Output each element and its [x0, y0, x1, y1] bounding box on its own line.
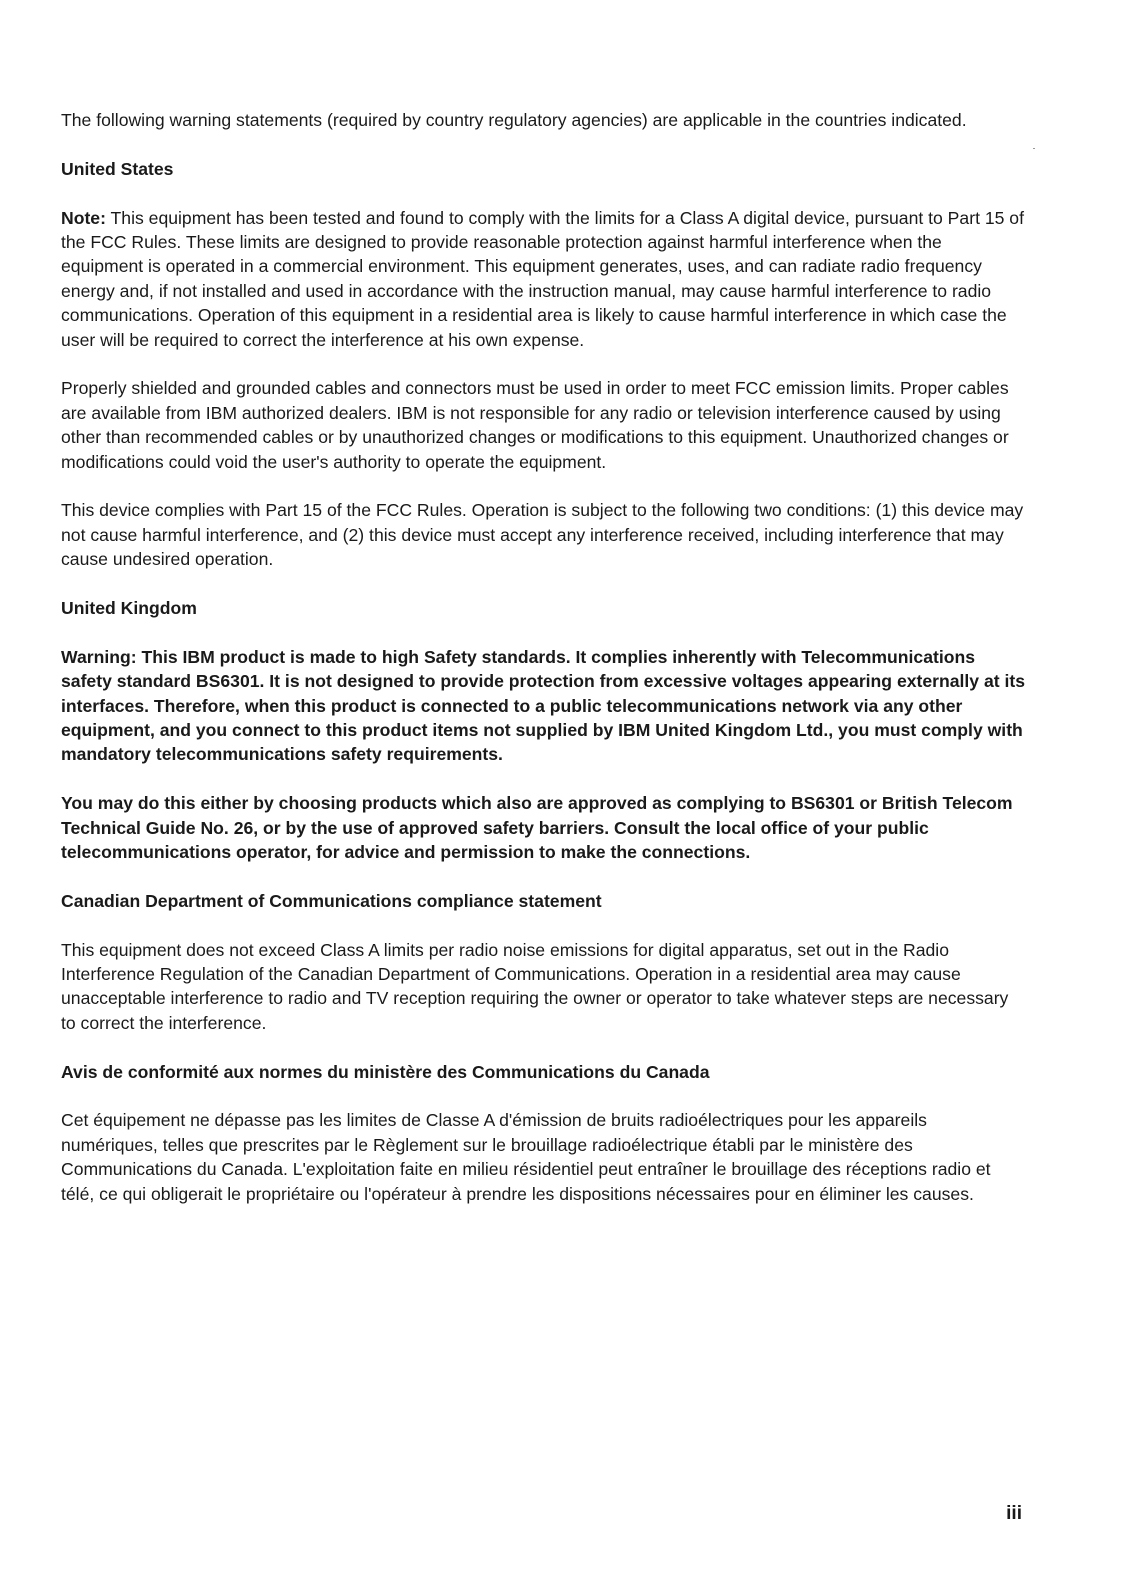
canada-fr-paragraph: Cet équipement ne dépasse pas les limites de Classe A d'émission de bruits radioélectriques pour les appareils numériques, telles que prescrites par le Règlement sur le brouillage radioélectrique établi par le ministère des Communications du Canada. L'exploitation faite en milieu résidentiel peut entraîner le brouillage des réceptions radio et télé, ce qui obligerait le propriétaire ou l'opérateur à prendre les dispositions nécessaires pour en éliminer les causes.: [61, 1110, 991, 1204]
document-body: [61, 108, 1026, 1231]
intro-paragraph: The following warning statements (required by country regulatory agencies) are applicable in the countries indicated.: [61, 110, 967, 130]
uk-heading: United Kingdom: [61, 598, 197, 619]
us-cables-paragraph: Properly shielded and grounded cables and connectors must be used in order to meet FCC emission limits. Proper cables are available from IBM authorized dealers. IBM is not responsible for any radio or television interference caused by using other than recommended cables or by unauthorized changes or modifications to this equipment. Unauthorized changes or modifications could void the user's authority to operate the equipment.: [61, 378, 1009, 472]
us-part15-paragraph: This device complies with Part 15 of the FCC Rules. Operation is subject to the following two conditions: (1) this device may not cause harmful interference, and (2) this device must accept any interference received, including interference that may cause undesired operation.: [61, 500, 1024, 570]
page-number: iii: [1006, 1503, 1022, 1524]
us-note-paragraph: [61, 206, 1026, 352]
us-note-label: Note:: [61, 207, 106, 228]
us-heading: United States: [61, 158, 174, 179]
uk-warning-text: This IBM product is made to high Safety standards. It complies inherently with Telecommunications safety standard BS6301. It is not designed to provide protection from excessive voltages appearing externally at its interfaces. Therefore, when this product is connected to a public telecommunications network via any other equipment, and you connect to this product items not supplied by IBM United Kingdom Ltd., you must comply with mandatory telecommunications safety requirements.: [61, 646, 1026, 765]
canada-en-paragraph: This equipment does not exceed Class A limits per radio noise emissions for digital apparatus, set out in the Radio Interference Regulation of the Canadian Department of Communications. Operation in a residential area may cause unacceptable interference to radio and TV reception requiring the owner or operator to take whatever steps are necessary to correct the interference.: [61, 939, 1009, 1033]
canada-fr-heading: Avis de conformité aux normes du ministère des Communications du Canada: [61, 1061, 710, 1082]
uk-warning-paragraph: [61, 645, 1026, 767]
us-note-text: This equipment has been tested and found to comply with the limits for a Class A digital device, pursuant to Part 15 of the FCC Rules. These limits are designed to provide reasonable protection against harmful interference when the equipment is operated in a commercial environment. This equipment generates, uses, and can radiate radio frequency energy and, if not installed and used in accordance with the instruction manual, may cause harmful interference to radio communications. Operation of this equipment in a residential area is likely to cause harmful interference in which case the user will be required to correct the interference at his own expense.: [61, 207, 1024, 350]
canada-en-heading: Canadian Department of Communications compliance statement: [61, 890, 602, 911]
uk-warning-label: Warning:: [61, 646, 137, 667]
uk-approval-paragraph: You may do this either by choosing products which also are approved as complying to BS6301 or British Telecom Technical Guide No. 26, or by the use of approved safety barriers. Consult the local office of your public telecommunications operator, for advice and permission to make the connections.: [61, 793, 1013, 863]
scan-speck: [1033, 148, 1035, 149]
